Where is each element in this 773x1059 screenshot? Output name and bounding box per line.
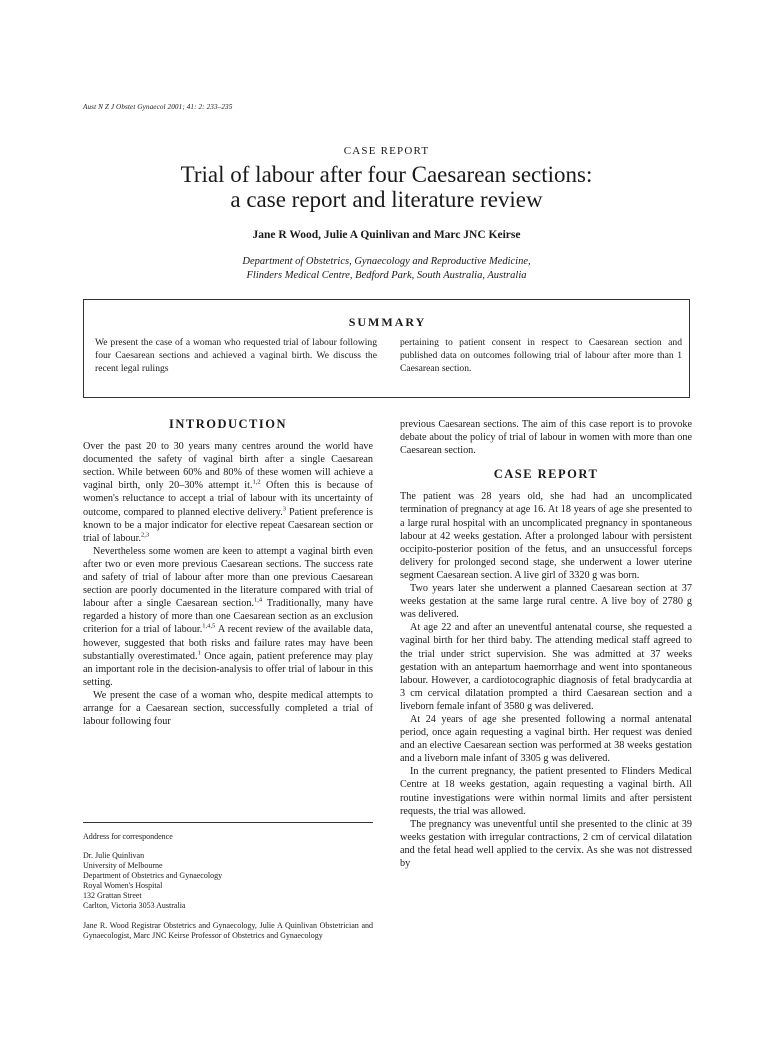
intro-p2-text-c: A recent review of the available data, however, suggested that both risks and failure rates may have been substantially overestimated.: [83, 624, 374, 662]
article-type-label: CASE REPORT: [343, 145, 430, 157]
author-roles: Jane R. Wood Registrar Obstetrics and Gynaecology, Julie A Quinlivan Obstetrician and Gynaecologist, Marc JNC Keirse Professor of Obstetrics and Gynaecology: [83, 921, 373, 940]
affiliation-line-1: Department of Obstetrics, Gynaecology and Reproductive Medicine,: [242, 256, 531, 267]
reference-marker: 1,4,5: [202, 623, 216, 631]
intro-p1-text-b: Often this is because of women's reluctance to accept a trial of labour with its uncertainty of outcome, compared to planned elective delivery.: [83, 480, 373, 518]
intro-p2-text-b: Traditionally, many have regarded a history of more than one Caesarean section as an exclusion criterion for a trial of labour.: [83, 598, 373, 636]
intro-continuation: previous Caesarean sections. The aim of this case report is to provoke debate about the policy of trial of labour in women with more than one Caesarean section.: [400, 419, 692, 457]
reference-marker: 1: [197, 649, 201, 657]
intro-p2-text-a: Nevertheless some women are keen to attempt a vaginal birth even after two or even more previous Caesarean sections. The success rate and safety of trial of labour after more than one previous Caesarean section are poorly documented in the literature compared with trial of labour after a single Caesarean section.: [83, 545, 373, 610]
correspondence-line: Royal Women's Hospital: [83, 881, 163, 890]
correspondence-heading: Address for correspondence: [83, 832, 173, 841]
intro-paragraph-1: [83, 440, 373, 545]
correspondence-line: 132 Grattan Street: [83, 891, 142, 900]
case-paragraph-3: At age 22 and after an uneventful antenatal course, she requested a vaginal birth for her third baby. The attending medical staff agreed to the trial under strict supervision. She was admitted at 37 weeks gestation with an antepartum haemorrhage and went into spontaneous labour. However, a cardiotocographic diagnosis of fetal bradycardia at 3 cm cervical dilatation prompted a third Caesarean section and a liveborn female infant of 3580 g was delivered.: [400, 622, 692, 712]
intro-paragraph-2: [83, 545, 373, 689]
correspondence-line: Dr. Julie Quinlivan: [83, 851, 145, 860]
reference-marker: 1,2: [252, 478, 261, 486]
article-title: [60, 162, 713, 212]
correspondence-line: Carlton, Victoria 3053 Australia: [83, 901, 186, 910]
journal-citation: Aust N Z J Obstet Gynaecol 2001; 41: 2: 233–235: [83, 103, 233, 111]
summary-text-left: We present the case of a woman who requested trial of labour following four Caesarean sections and achieved a vaginal birth. We discuss the recent legal rulings: [95, 337, 377, 374]
summary-heading: SUMMARY: [348, 315, 427, 329]
reference-marker: 3: [282, 505, 286, 513]
intro-p2-text-d: Once again, patient preference may play an important role in the decision-analysis to offer trial of labour in this setting.: [83, 650, 373, 688]
case-paragraph-2: Two years later she underwent a planned Caesarean section at 37 weeks gestation at the same large rural centre. A live boy of 2780 g was delivered.: [400, 583, 692, 621]
title-line-2: a case report and literature review: [230, 187, 543, 212]
case-paragraph-4: At 24 years of age she presented following a normal antenatal period, once again requesting a vaginal birth. Her request was denied and an elective Caesarean section was performed at 38 weeks gestation and a liveborn male infant of 3305 g was delivered.: [400, 713, 692, 765]
reference-marker: 1,4: [253, 596, 263, 604]
intro-paragraph-3: We present the case of a woman who, despite medical attempts to arrange for a Caesarean section, successfully completed a trial of labour following four: [83, 689, 373, 728]
affiliation-line-2: Flinders Medical Centre, Bedford Park, South Australia, Australia: [246, 269, 527, 281]
correspondence-block: [83, 832, 373, 941]
left-column: [83, 418, 373, 728]
correspondence-line: University of Melbourne: [83, 861, 163, 870]
case-paragraph-1: The patient was 28 years old, she had had an uncomplicated termination of pregnancy at age 16. At 18 years of age she presented to a large rural hospital with an uncomplicated pregnancy in spontaneous labour at 42 weeks gestation. After a prolonged labour with persistent occipito-posterior position of the fetus, and an unsuccessful forceps delivery for prolonged second stage, she underwent a lower uterine segment Caesarean section. A live girl of 3320 g was born.: [400, 491, 692, 581]
summary-text-right: pertaining to patient consent in respect to Caesarean section and published data on outcomes following trial of labour after more than 1 Caesarean section.: [400, 337, 682, 374]
right-column: [400, 418, 692, 870]
case-paragraph-5: In the current pregnancy, the patient presented to Flinders Medical Centre at 18 weeks gestation, again requesting a vaginal birth. All routine investigations were within normal limits and after persistent requests, the trial was allowed.: [400, 766, 692, 817]
reference-marker: 2,3: [141, 531, 150, 539]
introduction-heading: INTRODUCTION: [168, 417, 287, 431]
summary-box: [83, 299, 690, 398]
case-report-heading: CASE REPORT: [493, 467, 599, 482]
correspondence-line: Department of Obstetrics and Gynaecology: [83, 871, 223, 880]
title-line-1: Trial of labour after four Caesarean sections:: [180, 162, 593, 187]
affiliation: [0, 255, 773, 282]
case-paragraph-6: The pregnancy was uneventful until she presented to the clinic at 39 weeks gestation with irregular contractions, 2 cm of cervical dilatation and the fetal head well applied to the cervix. As she was not distressed by: [400, 818, 692, 869]
footnote-divider: [83, 822, 373, 823]
intro-p1-text-a: Over the past 20 to 30 years many centres around the world have documented the safety of vaginal birth after a single Caesarean section. While between 60% and 80% of these women will achieve a vaginal birth, only 20–30% attempt it.: [83, 441, 373, 492]
intro-p1-text-c: Patient preference is known to be a major indicator for elective repeat Caesarean section or trial of labour.: [83, 506, 373, 544]
author-list: Jane R Wood, Julie A Quinlivan and Marc JNC Keirse: [252, 229, 521, 241]
